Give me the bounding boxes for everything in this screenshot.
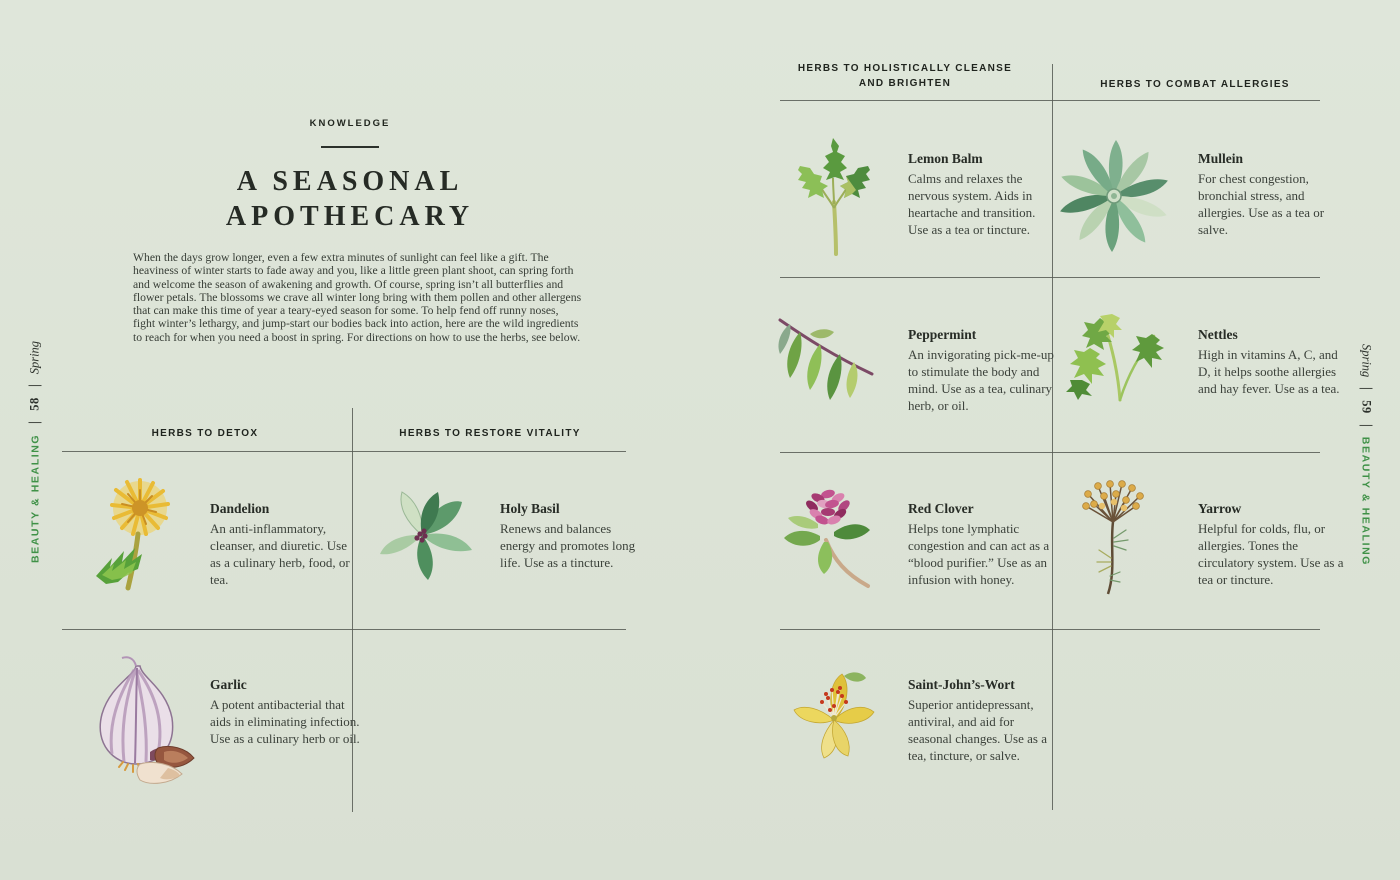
herb-name: Saint-John’s-Wort	[908, 677, 1015, 692]
entry-dandelion	[210, 500, 360, 588]
herb-name: Peppermint	[908, 327, 977, 342]
section-header-line2: AND BRIGHTEN	[858, 78, 952, 89]
yarrow-illustration	[1066, 474, 1162, 598]
right-row-rule-2	[780, 452, 1320, 453]
left-page-margin	[28, 341, 43, 563]
section-header-cleanse-brighten	[780, 61, 1030, 91]
herb-name: Mullein	[1198, 151, 1244, 166]
right-page-margin	[1359, 344, 1374, 566]
entry-garlic	[210, 676, 365, 747]
right-row-rule-3	[780, 629, 1320, 630]
right-header-rule	[780, 100, 1320, 101]
herb-description: A potent antibacterial that aids in eliminating infection. Use as a culinary herb or oil.	[210, 697, 360, 746]
herb-name: Red Clover	[908, 501, 974, 516]
eyebrow-label: KNOWLEDGE	[309, 118, 391, 129]
margin-divider	[1360, 388, 1373, 389]
left-margin-section: BEAUTY & HEALING	[29, 433, 41, 564]
page-title	[100, 164, 600, 234]
margin-divider	[1360, 425, 1373, 426]
herb-description: Helps tone lymphatic congestion and can act as a “blood purifier.” Use as an infusion with honey.	[908, 521, 1050, 587]
lemon-balm-illustration	[786, 132, 882, 258]
left-column-divider	[352, 408, 353, 812]
herb-name: Nettles	[1198, 327, 1238, 342]
entry-lemon-balm	[908, 150, 1050, 238]
herb-description: High in vitamins A, C, and D, it helps soothe allergies and hay fever. Use as a tea.	[1198, 347, 1340, 396]
entry-holy-basil	[500, 500, 648, 571]
page-title-line1: A SEASONAL	[236, 166, 464, 197]
left-header-rule	[62, 451, 626, 452]
entry-yarrow	[1198, 500, 1344, 588]
eyebrow-rule	[321, 146, 379, 148]
entry-mullein	[1198, 150, 1340, 238]
herb-description: An invigorating pick-me-up to stimulate the body and mind. Use as a tea, culinary herb, or oil.	[908, 347, 1054, 413]
herb-description: An anti-inflammatory, cleanser, and diuretic. Use as a culinary herb, food, or tea.	[210, 521, 350, 587]
herb-name: Holy Basil	[500, 501, 560, 516]
peppermint-illustration	[770, 312, 884, 406]
red-clover-illustration	[776, 480, 878, 597]
entry-nettles	[1198, 326, 1346, 397]
nettles-illustration	[1060, 306, 1180, 404]
section-header-detox: HERBS TO DETOX	[151, 428, 259, 439]
entry-red-clover	[908, 500, 1060, 588]
right-margin-season: Spring	[1359, 343, 1374, 378]
garlic-illustration	[70, 652, 208, 794]
herb-name: Yarrow	[1198, 501, 1242, 516]
herb-name: Dandelion	[210, 501, 270, 516]
section-header-line1: HERBS TO HOLISTICALLY CLEANSE	[797, 63, 1013, 74]
page-title-line2: APOTHECARY	[225, 201, 475, 232]
herb-description: Superior antidepressant, antiviral, and aid for seasonal changes. Use as a tea, tincture, or salve.	[908, 697, 1047, 763]
margin-divider	[29, 385, 42, 386]
saint-johns-wort-illustration	[782, 666, 884, 768]
herb-description: Helpful for colds, flu, or allergies. Tones the circulatory system. Use as a tea or tincture.	[1198, 521, 1344, 587]
left-page-number: 58	[27, 397, 42, 411]
herb-description: For chest congestion, bronchial stress, and allergies. Use as a tea or salve.	[1198, 171, 1325, 237]
herb-description: Calms and relaxes the nervous system. Aids in heartache and transition. Use as a tea or tincture.	[908, 171, 1036, 237]
entry-peppermint	[908, 326, 1058, 414]
intro-paragraph: When the days grow longer, even a few extra minutes of sunlight can feel like a gift. The heaviness of winter starts to fade away and you, like a little green plant shoot, can spring forth and welcome the season of awakening and growth. Of course, spring isn’t all butterflies and flower petals. The blossoms we crave all winter long bring with them pollen and other allergens that can make this time of year a teary-eyed season for some. To help fend off runny noses, fight winter’s lethargy, and jump-start our bodies back into action, here are the wild ingredients to reach for when you need a boost in spring. For directions on how to use the herbs, see below.	[133, 251, 582, 344]
herb-name: Garlic	[210, 677, 247, 692]
right-row-rule-1	[780, 277, 1320, 278]
holy-basil-illustration	[358, 480, 484, 586]
herb-description: Renews and balances energy and promotes long life. Use as a tincture.	[500, 521, 636, 570]
entry-saint-johns-wort	[908, 676, 1060, 764]
left-margin-season: Spring	[27, 340, 42, 375]
mullein-illustration	[1056, 134, 1172, 254]
left-row-rule	[62, 629, 626, 630]
right-page-number: 59	[1359, 400, 1374, 414]
herb-name: Lemon Balm	[908, 151, 983, 166]
right-margin-section: BEAUTY & HEALING	[1360, 436, 1372, 567]
margin-divider	[29, 422, 42, 423]
section-header-combat-allergies: HERBS TO COMBAT ALLERGIES	[1100, 79, 1290, 90]
section-header-restore-vitality: HERBS TO RESTORE VITALITY	[399, 428, 581, 439]
dandelion-illustration	[78, 472, 196, 600]
